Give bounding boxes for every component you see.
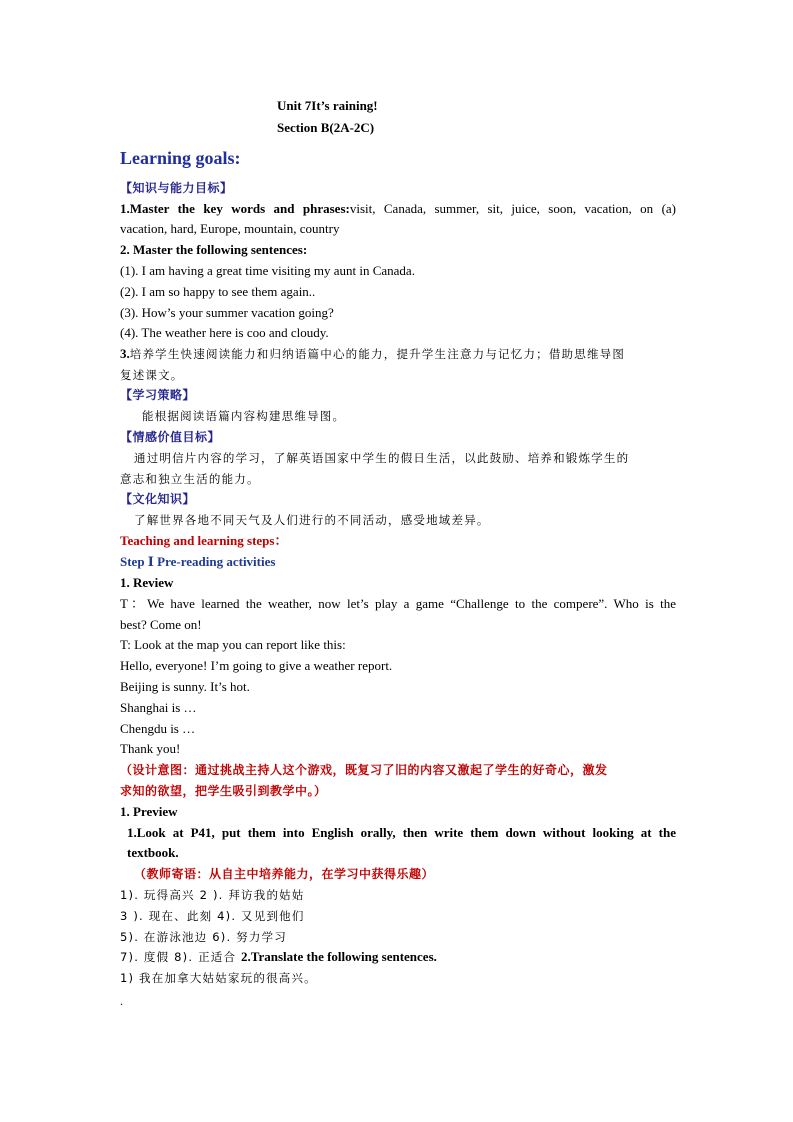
ability-goal-line-2: 复述课文。 (120, 368, 184, 382)
review-line-1: T：We have learned the weather, now let’s play a game “Challenge to the compere”. Who is the (120, 596, 676, 611)
learning-goals-heading: Learning goals: (120, 148, 241, 168)
review-heading: 1. Review (120, 575, 174, 590)
values-heading: 【情感价值目标】 (120, 430, 221, 444)
ability-goal-number: 3. (120, 346, 130, 361)
preview-heading: 1. Preview (120, 804, 178, 819)
ability-goal-line-1 (120, 346, 625, 362)
values-line-1: 通过明信片内容的学习，了解英语国家中学生的假日生活，以此鼓励、培养和锻炼学生的 (134, 451, 630, 465)
report-line: Shanghai is … (120, 700, 197, 715)
preview-task-line-1: 1.Look at P41, put them into English orally, then write them down without looking at the (127, 825, 676, 840)
report-line: Thank you! (120, 741, 181, 756)
phrase-line: 1). 玩得高兴 2 ). 拜访我的姑姑 (120, 888, 305, 902)
report-line: Beijing is sunny. It’s hot. (120, 679, 250, 694)
key-words-line-1 (120, 201, 676, 217)
sentences-heading: 2. Master the following sentences: (120, 242, 308, 257)
report-line: Chengdu is … (120, 721, 196, 736)
ability-goal-text: 培养学生快速阅读能力和归纳语篇中心的能力，提升学生注意力与记忆力；借助思维导图 (129, 347, 626, 361)
design-intent-line-1 (120, 762, 608, 778)
review-line-2: best? Come on! (120, 617, 202, 632)
sentence-item: (1). I am having a great time visiting my aunt in Canada. (120, 263, 415, 278)
phrase-text: 7). 度假 8). 正适合 (120, 950, 242, 964)
culture-heading: 【文化知识】 (120, 492, 196, 506)
preview-task-line-2: textbook. (127, 845, 179, 860)
steps-heading: Teaching and learning steps： (120, 533, 288, 548)
culture-text: 了解世界各地不同天气及人们进行的不同活动，感受地域差异。 (134, 513, 490, 527)
unit-title: Unit 7It’s raining! (277, 98, 378, 113)
strategy-heading: 【学习策略】 (120, 388, 196, 402)
translate-item-1: 1) 我在加拿大姑姑家玩的很高兴。 (120, 971, 317, 985)
step-1-heading: Step Ⅰ Pre-reading activities (120, 554, 276, 569)
trailing-dot: . (120, 994, 123, 1008)
phrase-line-last (120, 949, 437, 965)
translate-heading: 2.Translate the following sentences. (241, 949, 437, 964)
key-words-line-2: vacation, hard, Europe, mountain, country (120, 221, 340, 236)
section-title: Section B(2A-2C) (277, 120, 375, 135)
phrase-line: 3 ). 现在、此刻 4). 又见到他们 (120, 909, 305, 923)
sentence-item: (4). The weather here is coo and cloudy. (120, 325, 329, 340)
teacher-words: （教师寄语：从自主中培养能力，在学习中获得乐趣） (134, 867, 435, 881)
knowledge-heading: 【知识与能力目标】 (120, 181, 233, 195)
design-intent-text: 通过挑战主持人这个游戏，既复习了旧的内容又激起了学生的好奇心，激发 (195, 763, 608, 777)
sentence-item: (2). I am so happy to see them again.. (120, 284, 316, 299)
strategy-text: 能根据阅读语篇内容构建思维导图。 (142, 409, 346, 423)
values-line-2: 意志和独立生活的能力。 (120, 472, 260, 486)
key-words-label: 1.Master the key words and phrases: (120, 201, 350, 216)
design-intent-line-2: 求知的欲望，把学生吸引到教学中。） (120, 784, 327, 798)
key-words-list: visit, Canada, summer, sit, juice, soon, vacation, on (a) (349, 201, 676, 216)
sentence-item: (3). How’s your summer vacation going? (120, 305, 334, 320)
design-intent-prefix: （设计意图： (120, 763, 196, 777)
report-line: Hello, everyone! I’m going to give a weather report. (120, 658, 393, 673)
map-instruction: T: Look at the map you can report like this: (120, 637, 346, 652)
phrase-line: 5). 在游泳池边 6). 努力学习 (120, 930, 287, 944)
